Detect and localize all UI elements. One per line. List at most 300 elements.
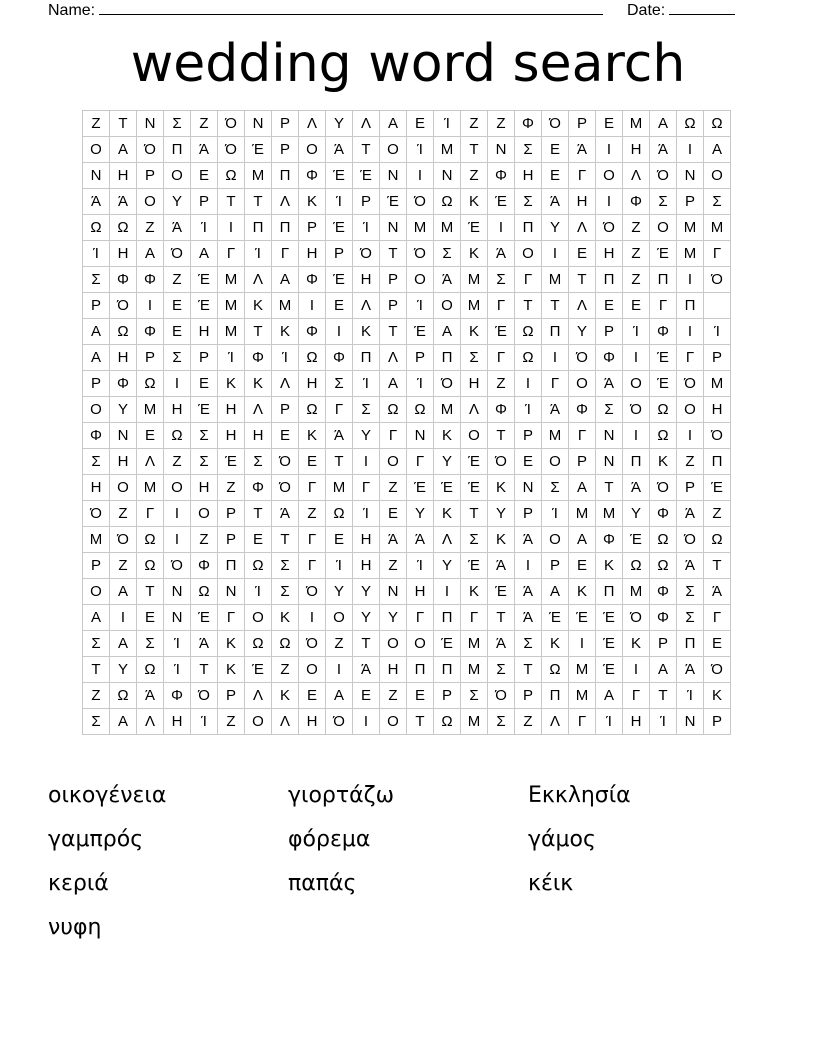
grid-cell[interactable]: Ω	[515, 319, 542, 345]
grid-cell[interactable]: Ό	[110, 527, 137, 553]
grid-cell[interactable]: Ο	[515, 241, 542, 267]
grid-cell[interactable]: Σ	[677, 605, 704, 631]
grid-cell[interactable]: Έ	[488, 579, 515, 605]
grid-cell[interactable]: Π	[218, 553, 245, 579]
grid-cell[interactable]: Η	[515, 163, 542, 189]
grid-cell[interactable]: Η	[110, 345, 137, 371]
grid-cell[interactable]: Γ	[569, 709, 596, 735]
grid-cell[interactable]: Ο	[245, 709, 272, 735]
grid-cell[interactable]: Ά	[488, 553, 515, 579]
grid-cell[interactable]: Κ	[596, 553, 623, 579]
grid-cell[interactable]: Λ	[272, 709, 299, 735]
grid-cell[interactable]: Ρ	[515, 683, 542, 709]
grid-cell[interactable]: Ι	[326, 319, 353, 345]
grid-cell[interactable]: Ό	[596, 215, 623, 241]
grid-cell[interactable]: Τ	[353, 137, 380, 163]
grid-cell[interactable]: Μ	[461, 293, 488, 319]
grid-cell[interactable]: Π	[434, 657, 461, 683]
grid-cell[interactable]: Έ	[542, 605, 569, 631]
grid-cell[interactable]: Ι	[218, 215, 245, 241]
grid-cell[interactable]: Φ	[299, 267, 326, 293]
grid-cell[interactable]: Π	[677, 631, 704, 657]
grid-cell[interactable]: Α	[380, 111, 407, 137]
grid-cell[interactable]: Γ	[515, 267, 542, 293]
grid-cell[interactable]: Ί	[650, 709, 677, 735]
grid-cell[interactable]: Έ	[650, 371, 677, 397]
grid-cell[interactable]: Έ	[434, 631, 461, 657]
grid-cell[interactable]: Σ	[326, 371, 353, 397]
grid-cell[interactable]: Έ	[461, 553, 488, 579]
grid-cell[interactable]: Υ	[380, 605, 407, 631]
grid-cell[interactable]: Τ	[218, 189, 245, 215]
grid-cell[interactable]: Έ	[596, 631, 623, 657]
grid-cell[interactable]: Γ	[650, 293, 677, 319]
grid-cell[interactable]: Α	[542, 579, 569, 605]
grid-cell[interactable]: Ό	[542, 111, 569, 137]
grid-cell[interactable]: Ό	[677, 527, 704, 553]
grid-cell[interactable]: Φ	[299, 319, 326, 345]
grid-cell[interactable]: Ρ	[218, 501, 245, 527]
grid-cell[interactable]: Ε	[542, 163, 569, 189]
grid-cell[interactable]: Φ	[569, 397, 596, 423]
grid-cell[interactable]: Ζ	[137, 215, 164, 241]
grid-cell[interactable]: Κ	[272, 683, 299, 709]
grid-cell[interactable]: Ο	[380, 631, 407, 657]
grid-cell[interactable]: Υ	[434, 449, 461, 475]
grid-cell[interactable]: Ό	[407, 241, 434, 267]
grid-cell[interactable]: Υ	[542, 215, 569, 241]
grid-cell[interactable]: Ε	[164, 293, 191, 319]
grid-cell[interactable]: Ω	[650, 397, 677, 423]
grid-cell[interactable]: Φ	[245, 345, 272, 371]
grid-cell[interactable]: Γ	[218, 605, 245, 631]
grid-cell[interactable]: Κ	[434, 501, 461, 527]
grid-cell[interactable]: Τ	[650, 683, 677, 709]
grid-cell[interactable]: Ι	[623, 345, 650, 371]
grid-cell[interactable]: Τ	[515, 293, 542, 319]
grid-cell[interactable]: Α	[272, 267, 299, 293]
grid-cell[interactable]: Ό	[218, 137, 245, 163]
grid-cell[interactable]: Ζ	[623, 215, 650, 241]
grid-cell[interactable]: Π	[515, 215, 542, 241]
grid-cell[interactable]: Ά	[515, 605, 542, 631]
grid-cell[interactable]: Ζ	[623, 241, 650, 267]
grid-cell[interactable]: Ο	[245, 605, 272, 631]
grid-cell[interactable]: Μ	[569, 501, 596, 527]
grid-cell[interactable]: Ζ	[677, 449, 704, 475]
grid-cell[interactable]: Π	[596, 267, 623, 293]
grid-cell[interactable]: Ζ	[83, 111, 110, 137]
grid-cell[interactable]: Α	[83, 605, 110, 631]
grid-cell[interactable]: Λ	[137, 709, 164, 735]
grid-cell[interactable]: Έ	[407, 319, 434, 345]
grid-cell[interactable]: Μ	[542, 423, 569, 449]
grid-cell[interactable]: Ί	[596, 709, 623, 735]
grid-cell[interactable]: Λ	[380, 345, 407, 371]
grid-cell[interactable]: Ω	[434, 709, 461, 735]
grid-cell[interactable]: Ό	[623, 397, 650, 423]
grid-cell[interactable]: Μ	[569, 657, 596, 683]
grid-cell[interactable]: Λ	[245, 397, 272, 423]
grid-cell[interactable]: Ω	[164, 423, 191, 449]
grid-cell[interactable]: Κ	[218, 371, 245, 397]
grid-cell[interactable]: Ά	[191, 137, 218, 163]
grid-cell[interactable]: Μ	[434, 397, 461, 423]
grid-cell[interactable]: Ε	[272, 423, 299, 449]
grid-cell[interactable]: Π	[542, 319, 569, 345]
grid-cell[interactable]: Μ	[461, 267, 488, 293]
grid-cell[interactable]: Ν	[137, 111, 164, 137]
grid-cell[interactable]: Π	[353, 345, 380, 371]
grid-cell[interactable]: Υ	[110, 397, 137, 423]
grid-cell[interactable]: Π	[434, 605, 461, 631]
grid-cell[interactable]: Ο	[461, 423, 488, 449]
grid-cell[interactable]: Ρ	[407, 345, 434, 371]
grid-cell[interactable]: Α	[137, 241, 164, 267]
grid-cell[interactable]: Έ	[353, 163, 380, 189]
grid-cell[interactable]: Ρ	[191, 189, 218, 215]
grid-cell[interactable]: Κ	[218, 657, 245, 683]
grid-cell[interactable]: Ο	[164, 163, 191, 189]
grid-cell[interactable]: Ρ	[191, 345, 218, 371]
grid-cell[interactable]: Υ	[488, 501, 515, 527]
grid-cell[interactable]: Σ	[515, 189, 542, 215]
grid-cell[interactable]: Μ	[83, 527, 110, 553]
grid-cell[interactable]: Γ	[569, 423, 596, 449]
grid-cell[interactable]: Ο	[677, 397, 704, 423]
grid-cell[interactable]: Ι	[596, 189, 623, 215]
grid-cell[interactable]: Η	[596, 241, 623, 267]
grid-cell[interactable]: Ί	[623, 319, 650, 345]
grid-cell[interactable]: Ε	[164, 319, 191, 345]
grid-cell[interactable]: Π	[407, 657, 434, 683]
grid-cell[interactable]: Ό	[407, 189, 434, 215]
grid-cell[interactable]: Φ	[245, 475, 272, 501]
grid-cell[interactable]: Ν	[218, 579, 245, 605]
grid-cell[interactable]: Η	[299, 709, 326, 735]
grid-cell[interactable]: Ο	[407, 631, 434, 657]
grid-cell[interactable]: Ί	[191, 709, 218, 735]
grid-cell[interactable]: Ι	[326, 657, 353, 683]
grid-cell[interactable]: Τ	[461, 137, 488, 163]
grid-cell[interactable]: Ί	[407, 371, 434, 397]
grid-cell[interactable]: Ι	[110, 605, 137, 631]
grid-cell[interactable]: Τ	[596, 475, 623, 501]
grid-cell[interactable]: Ω	[677, 111, 704, 137]
grid-cell[interactable]: Ί	[353, 371, 380, 397]
grid-cell[interactable]: Ω	[110, 319, 137, 345]
grid-cell[interactable]: Μ	[623, 111, 650, 137]
grid-cell[interactable]: Ζ	[461, 163, 488, 189]
grid-cell[interactable]: Κ	[245, 371, 272, 397]
grid-cell[interactable]: Η	[461, 371, 488, 397]
grid-cell[interactable]: Ί	[218, 345, 245, 371]
grid-cell[interactable]: Ζ	[299, 501, 326, 527]
grid-cell[interactable]: Κ	[272, 319, 299, 345]
grid-cell[interactable]: Γ	[677, 345, 704, 371]
grid-cell[interactable]: Ρ	[515, 501, 542, 527]
grid-cell[interactable]: Έ	[488, 319, 515, 345]
grid-cell[interactable]: Φ	[650, 319, 677, 345]
grid-cell[interactable]: Μ	[326, 475, 353, 501]
grid-cell[interactable]: Ο	[542, 527, 569, 553]
grid-cell[interactable]: Ί	[353, 215, 380, 241]
grid-cell[interactable]: Ί	[542, 501, 569, 527]
grid-cell[interactable]: Ν	[515, 475, 542, 501]
grid-cell[interactable]: Π	[272, 163, 299, 189]
grid-cell[interactable]: Ρ	[569, 449, 596, 475]
grid-cell[interactable]: Ά	[110, 189, 137, 215]
grid-cell[interactable]: Ε	[299, 683, 326, 709]
grid-cell[interactable]: Η	[164, 397, 191, 423]
grid-cell[interactable]: Ι	[677, 137, 704, 163]
grid-cell[interactable]: Γ	[218, 241, 245, 267]
grid-cell[interactable]: Η	[353, 267, 380, 293]
grid-cell[interactable]: Ι	[569, 631, 596, 657]
grid-cell[interactable]: Ρ	[596, 319, 623, 345]
grid-cell[interactable]: Φ	[164, 683, 191, 709]
grid-cell[interactable]: Ά	[542, 397, 569, 423]
grid-cell[interactable]: Ρ	[218, 527, 245, 553]
grid-cell[interactable]: Ό	[677, 371, 704, 397]
grid-cell[interactable]: Η	[110, 163, 137, 189]
grid-cell[interactable]: Τ	[137, 579, 164, 605]
grid-cell[interactable]: Ζ	[83, 683, 110, 709]
grid-cell[interactable]: Ε	[299, 449, 326, 475]
grid-cell[interactable]: Ό	[299, 631, 326, 657]
grid-cell[interactable]: Ο	[380, 449, 407, 475]
grid-cell[interactable]: Η	[407, 579, 434, 605]
grid-cell[interactable]: Η	[299, 371, 326, 397]
grid-cell[interactable]: Ω	[218, 163, 245, 189]
grid-cell[interactable]: Ε	[704, 631, 731, 657]
grid-cell[interactable]: Α	[191, 241, 218, 267]
grid-cell[interactable]: Κ	[299, 189, 326, 215]
grid-cell[interactable]: Ί	[407, 553, 434, 579]
grid-cell[interactable]: Ι	[623, 423, 650, 449]
grid-cell[interactable]: Ι	[488, 215, 515, 241]
grid-cell[interactable]: Έ	[569, 605, 596, 631]
grid-cell[interactable]: Ν	[380, 579, 407, 605]
grid-cell[interactable]: Ω	[650, 423, 677, 449]
grid-cell[interactable]: Φ	[191, 553, 218, 579]
grid-cell[interactable]: Σ	[461, 527, 488, 553]
grid-cell[interactable]: Ο	[299, 137, 326, 163]
grid-cell[interactable]: Ε	[245, 527, 272, 553]
grid-cell[interactable]: Φ	[515, 111, 542, 137]
grid-cell[interactable]: Ζ	[461, 111, 488, 137]
grid-cell[interactable]: Γ	[542, 371, 569, 397]
grid-cell[interactable]: Έ	[596, 657, 623, 683]
grid-cell[interactable]: Ί	[245, 241, 272, 267]
grid-cell[interactable]: Ί	[191, 215, 218, 241]
grid-cell[interactable]: Σ	[245, 449, 272, 475]
grid-cell[interactable]: Ω	[380, 397, 407, 423]
grid-cell[interactable]: Ά	[515, 527, 542, 553]
grid-cell[interactable]: Έ	[218, 449, 245, 475]
grid-cell[interactable]: Υ	[110, 657, 137, 683]
grid-cell[interactable]: Ά	[326, 423, 353, 449]
grid-cell[interactable]: Ό	[83, 501, 110, 527]
grid-cell[interactable]: Ρ	[137, 163, 164, 189]
grid-cell[interactable]: Ω	[623, 553, 650, 579]
grid-cell[interactable]: Ι	[353, 449, 380, 475]
grid-cell[interactable]: Ν	[677, 709, 704, 735]
grid-cell[interactable]: Έ	[191, 293, 218, 319]
grid-cell[interactable]: Ω	[515, 345, 542, 371]
grid-cell[interactable]: Ι	[137, 293, 164, 319]
grid-cell[interactable]: Ν	[164, 579, 191, 605]
grid-cell[interactable]: Ρ	[83, 293, 110, 319]
grid-cell[interactable]: Γ	[407, 449, 434, 475]
grid-cell[interactable]: Η	[245, 423, 272, 449]
grid-cell[interactable]: Ν	[434, 163, 461, 189]
grid-cell[interactable]: Έ	[596, 605, 623, 631]
grid-cell[interactable]: Έ	[461, 215, 488, 241]
grid-cell[interactable]: Τ	[353, 631, 380, 657]
grid-cell[interactable]: Ό	[326, 709, 353, 735]
grid-cell[interactable]: Ά	[488, 241, 515, 267]
grid-cell[interactable]: Ο	[137, 189, 164, 215]
grid-cell[interactable]: Ω	[434, 189, 461, 215]
grid-cell[interactable]: Σ	[83, 267, 110, 293]
grid-cell[interactable]: Α	[110, 631, 137, 657]
grid-cell[interactable]: Ό	[704, 423, 731, 449]
grid-cell[interactable]: Ί	[677, 683, 704, 709]
grid-cell[interactable]: Υ	[353, 423, 380, 449]
grid-cell[interactable]: Τ	[515, 657, 542, 683]
grid-cell[interactable]: Ο	[110, 475, 137, 501]
grid-cell[interactable]: Ρ	[353, 189, 380, 215]
grid-cell[interactable]: Α	[650, 111, 677, 137]
grid-cell[interactable]: Σ	[83, 449, 110, 475]
grid-cell[interactable]: Α	[569, 527, 596, 553]
grid-cell[interactable]: Κ	[434, 423, 461, 449]
grid-cell[interactable]: Ο	[623, 371, 650, 397]
grid-cell[interactable]: Μ	[461, 657, 488, 683]
grid-cell[interactable]: Ω	[650, 553, 677, 579]
grid-cell[interactable]: Φ	[596, 527, 623, 553]
grid-cell[interactable]: Κ	[704, 683, 731, 709]
grid-cell[interactable]: Ω	[704, 527, 731, 553]
date-field[interactable]	[627, 0, 735, 20]
grid-cell[interactable]: Ι	[515, 553, 542, 579]
grid-cell[interactable]: Ι	[164, 501, 191, 527]
grid-cell[interactable]: Ι	[677, 423, 704, 449]
grid-cell[interactable]: Τ	[272, 527, 299, 553]
grid-cell[interactable]: Σ	[353, 397, 380, 423]
grid-cell[interactable]: Ο	[83, 397, 110, 423]
grid-cell[interactable]: Ά	[677, 657, 704, 683]
grid-cell[interactable]: Ι	[299, 605, 326, 631]
grid-cell[interactable]: Φ	[650, 579, 677, 605]
grid-cell[interactable]: Λ	[299, 111, 326, 137]
grid-cell[interactable]: Υ	[407, 501, 434, 527]
grid-cell[interactable]: Γ	[623, 683, 650, 709]
grid-cell[interactable]: Φ	[488, 397, 515, 423]
grid-cell[interactable]: Κ	[218, 631, 245, 657]
grid-cell[interactable]: Ί	[326, 553, 353, 579]
grid-cell[interactable]: Η	[623, 709, 650, 735]
grid-cell[interactable]: Ι	[353, 709, 380, 735]
grid-cell[interactable]: Ο	[569, 371, 596, 397]
grid-cell[interactable]: Φ	[326, 345, 353, 371]
grid-cell[interactable]: Κ	[461, 319, 488, 345]
grid-cell[interactable]: Ω	[245, 631, 272, 657]
grid-cell[interactable]: Έ	[326, 163, 353, 189]
grid-cell[interactable]: Ά	[380, 527, 407, 553]
grid-cell[interactable]: Φ	[299, 163, 326, 189]
grid-cell[interactable]: Ν	[596, 449, 623, 475]
grid-cell[interactable]: Έ	[326, 215, 353, 241]
grid-cell[interactable]: Ό	[218, 111, 245, 137]
grid-cell[interactable]: Ε	[623, 293, 650, 319]
grid-cell[interactable]: Ο	[83, 579, 110, 605]
grid-cell[interactable]: Ρ	[137, 345, 164, 371]
grid-cell[interactable]: Ρ	[569, 111, 596, 137]
grid-cell[interactable]: Ζ	[515, 709, 542, 735]
name-field[interactable]	[48, 0, 603, 20]
grid-cell[interactable]: Ά	[434, 267, 461, 293]
grid-cell[interactable]: Α	[326, 683, 353, 709]
grid-cell[interactable]: Ό	[353, 241, 380, 267]
grid-cell[interactable]: Ι	[677, 319, 704, 345]
grid-cell[interactable]: Ο	[407, 267, 434, 293]
grid-cell[interactable]: Λ	[569, 215, 596, 241]
grid-cell[interactable]: Ρ	[677, 475, 704, 501]
grid-cell[interactable]: Η	[569, 189, 596, 215]
grid-cell[interactable]: Μ	[137, 475, 164, 501]
grid-cell[interactable]: Ν	[380, 163, 407, 189]
grid-cell[interactable]: Ό	[623, 605, 650, 631]
grid-cell[interactable]: Έ	[191, 605, 218, 631]
grid-cell[interactable]: Φ	[623, 189, 650, 215]
grid-cell[interactable]: Ζ	[110, 501, 137, 527]
grid-cell[interactable]: Ι	[407, 163, 434, 189]
grid-cell[interactable]: Γ	[569, 163, 596, 189]
grid-cell[interactable]: Ί	[245, 579, 272, 605]
grid-cell[interactable]: Γ	[299, 553, 326, 579]
grid-cell[interactable]: Ω	[245, 553, 272, 579]
grid-cell[interactable]: Σ	[191, 423, 218, 449]
grid-cell[interactable]: Ε	[596, 111, 623, 137]
date-blank-line[interactable]	[669, 0, 735, 15]
grid-cell[interactable]: Γ	[488, 345, 515, 371]
grid-cell[interactable]: Λ	[542, 709, 569, 735]
grid-cell[interactable]: Ζ	[380, 683, 407, 709]
grid-cell[interactable]: Ω	[137, 553, 164, 579]
grid-cell[interactable]: Ι	[164, 527, 191, 553]
grid-cell[interactable]: Ζ	[488, 111, 515, 137]
grid-cell[interactable]: Γ	[326, 397, 353, 423]
grid-cell[interactable]: Π	[434, 345, 461, 371]
grid-cell[interactable]: Π	[542, 683, 569, 709]
grid-cell[interactable]: Έ	[650, 241, 677, 267]
grid-cell[interactable]: Έ	[623, 527, 650, 553]
grid-cell[interactable]: Ω	[272, 631, 299, 657]
grid-cell[interactable]: Ζ	[380, 553, 407, 579]
grid-cell[interactable]: Π	[245, 215, 272, 241]
grid-cell[interactable]: Ζ	[218, 475, 245, 501]
grid-cell[interactable]: Ζ	[272, 657, 299, 683]
grid-cell[interactable]: Ε	[569, 241, 596, 267]
grid-cell[interactable]: Ε	[407, 683, 434, 709]
grid-cell[interactable]: Τ	[380, 319, 407, 345]
grid-cell[interactable]: Έ	[461, 449, 488, 475]
grid-cell[interactable]: Γ	[407, 605, 434, 631]
grid-cell[interactable]: Ά	[515, 579, 542, 605]
grid-cell[interactable]: Ο	[299, 657, 326, 683]
